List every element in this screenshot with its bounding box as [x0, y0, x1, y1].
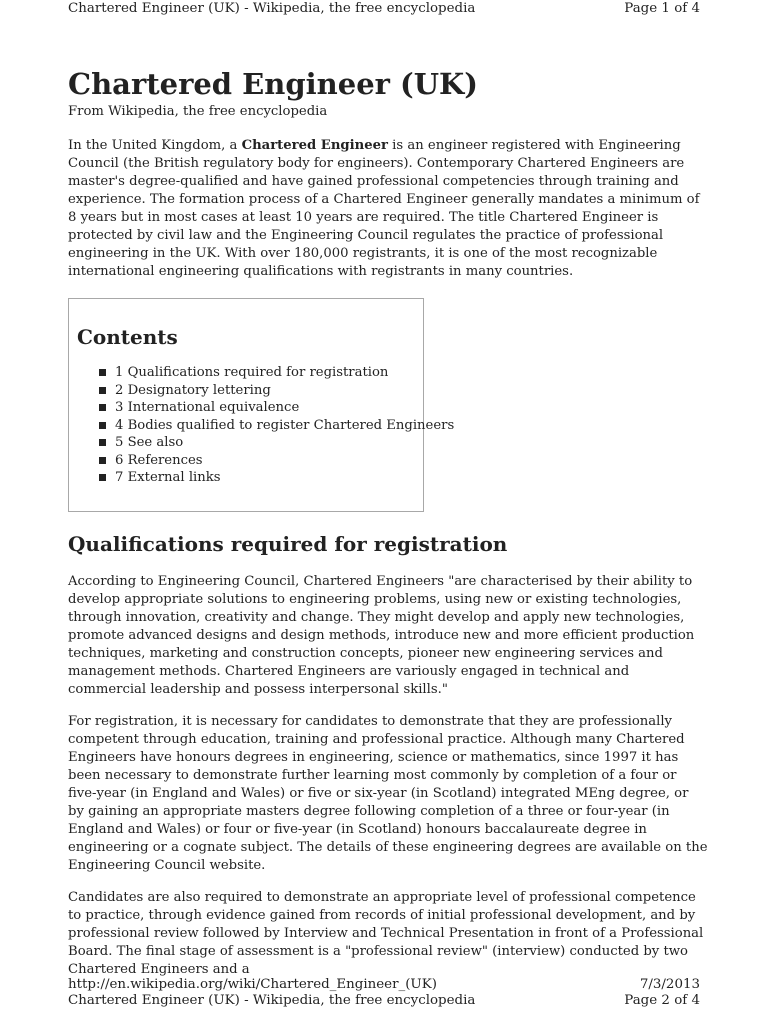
footer-url[interactable]: http://en.wikipedia.org/wiki/Chartered_Engineer_(UK) — [68, 977, 437, 992]
intro-text-end: is an engineer registered with Engineering Council (the British regulatory body for engineers). Contemporary Chartered Engineers are master's degree-qualified and have gained professional competencies through training and experience. The formation process of a Chartered Engineer generally mandates a minimum of 8 years but in most cases at least 10 years are required. The title Chartered Engineer is protected by civil law and the Engineering Council regulates the practice of professional engineering in the UK. With over 180,000 registrants, it is one of the most recognizable international engineering qualifications with registrants in many countries. — [68, 138, 700, 279]
toc-link[interactable]: 5 See also — [115, 435, 184, 450]
square-bullet-icon — [99, 387, 106, 394]
square-bullet-icon — [99, 422, 106, 429]
intro-text-start: In the United Kingdom, a — [68, 138, 242, 153]
square-bullet-icon — [99, 474, 106, 481]
square-bullet-icon — [99, 439, 106, 446]
next-page-header — [68, 993, 700, 1009]
intro-paragraph — [68, 137, 708, 281]
toc-link[interactable]: 1 Qualifications required for registration — [115, 365, 389, 380]
toc-link[interactable]: 2 Designatory lettering — [115, 382, 271, 398]
intro-term: Chartered Engineer — [241, 138, 388, 153]
square-bullet-icon — [99, 457, 106, 464]
toc-link[interactable]: 7 External links — [115, 470, 221, 485]
next-header-title: Chartered Engineer (UK) - Wikipedia, the free encyclopedia — [68, 993, 476, 1008]
header-page-number: Page 1 of 4 — [624, 1, 700, 16]
next-header-page-number: Page 2 of 4 — [624, 993, 700, 1008]
table-of-contents — [68, 298, 455, 512]
section-paragraph: For registration, it is necessary for candidates to demonstrate that they are professionally competent through education, training and professional practice. Although many Chartered Engineers have honours degrees in engineering, science or mathematics, since 1997 it has been necessary to demonstrate further learning most commonly by completion of a four or five-year (in England and Wales) or five or six-year (in Scotland) integrated MEng degree, or by gaining an appropriate masters degree following completion of a three or four-year (in England and Wales) or four or five-year (in Scotland) honours baccalaureate degree in engineering or a cognate subject. The details of these engineering degrees are available on the Engineering Council website. — [68, 714, 708, 873]
toc-heading: Contents — [77, 325, 178, 349]
page-header — [68, 1, 700, 17]
page-footer — [68, 977, 700, 993]
square-bullet-icon — [99, 404, 106, 411]
toc-link[interactable]: 3 International equivalence — [115, 400, 300, 415]
toc-item[interactable] — [99, 364, 415, 382]
toc-item[interactable] — [99, 417, 455, 435]
toc-item[interactable] — [99, 382, 415, 400]
article-body — [68, 64, 708, 979]
toc-item[interactable] — [99, 469, 415, 487]
tagline: From Wikipedia, the free encyclopedia — [68, 104, 328, 119]
footer-date: 7/3/2013 — [639, 977, 700, 992]
square-bullet-icon — [99, 369, 106, 376]
toc-item[interactable] — [99, 452, 415, 470]
toc-item[interactable] — [99, 434, 415, 452]
toc-link[interactable]: 6 References — [115, 452, 203, 468]
section-paragraph: Candidates are also required to demonstrate an appropriate level of professional competence to practice, through evidence gained from records of initial professional development, and by professional review followed by Interview and Technical Presentation in front of a Professional Board. The final stage of assessment is a "professional review" (interview) conducted by two Chartered Engineers and a — [68, 890, 704, 977]
toc-item[interactable] — [99, 399, 415, 417]
header-title: Chartered Engineer (UK) - Wikipedia, the free encyclopedia — [68, 1, 476, 16]
toc-link[interactable]: 4 Bodies qualified to register Chartered Engineers — [115, 417, 455, 433]
section-paragraph: According to Engineering Council, Chartered Engineers "are characterised by their ability to develop appropriate solutions to engineering problems, using new or existing technologies, through innovation, creativity and change. They might develop and apply new technologies, promote advanced designs and design methods, introduce new and more efficient production techniques, marketing and construction concepts, pioneer new engineering services and management methods. Chartered Engineers are variously engaged in technical and commercial leadership and possess interpersonal skills." — [68, 574, 695, 697]
toc-list — [77, 364, 455, 487]
page-title: Chartered Engineer (UK) — [68, 67, 478, 101]
section-heading-qualifications: Qualifications required for registration — [68, 532, 508, 556]
